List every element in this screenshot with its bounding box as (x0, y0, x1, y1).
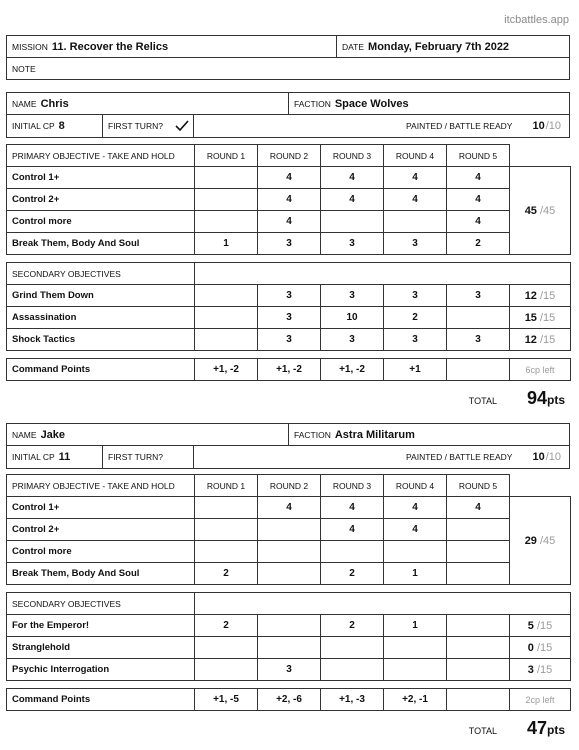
score-cell[interactable] (258, 615, 321, 637)
secondary-name: For the Emperor! (7, 615, 195, 637)
command-points-label: Command Points (7, 689, 195, 711)
secondary-total-max: /15 (540, 311, 556, 324)
primary-total-value: 29 (524, 534, 537, 547)
date-field[interactable] (337, 36, 569, 57)
objective-name: Control 2+ (7, 189, 195, 211)
score-cell[interactable] (384, 659, 447, 681)
score-cell[interactable] (195, 497, 258, 519)
score-cell[interactable] (321, 637, 384, 659)
score-cell[interactable]: 4 (384, 189, 447, 211)
round-header: ROUND 5 (447, 145, 510, 167)
player-header-2 (6, 423, 570, 469)
secondary-name: Psychic Interrogation (7, 659, 195, 681)
round-header: ROUND 1 (195, 145, 258, 167)
painted-label: PAINTED / BATTLE READY (406, 452, 513, 462)
command-points-row (7, 359, 571, 381)
primary-total (510, 497, 571, 585)
secondary-header: SECONDARY OBJECTIVES (7, 593, 195, 615)
score-cell[interactable] (195, 211, 258, 233)
mission-header (6, 35, 570, 80)
score-cell[interactable] (447, 541, 510, 563)
command-points-label: Command Points (7, 359, 195, 381)
note-label: NOTE (12, 63, 36, 74)
cp-cell[interactable]: +1, -2 (195, 359, 258, 381)
faction-label: FACTION (294, 98, 331, 109)
total-label: TOTAL (468, 726, 497, 736)
total-score-2 (469, 718, 565, 739)
player-header-1 (6, 92, 570, 138)
command-points-row (7, 689, 571, 711)
score-cell[interactable] (195, 189, 258, 211)
objective-name: Break Them, Body And Soul (7, 233, 195, 255)
cp-cell[interactable] (447, 689, 510, 711)
secondary-total-value: 12 (524, 333, 537, 346)
initial-cp-field[interactable] (7, 446, 103, 468)
score-cell[interactable]: 1 (384, 563, 447, 585)
total-label: TOTAL (468, 396, 497, 406)
first-turn-label: FIRST TURN? (108, 121, 163, 131)
blank-cell (195, 593, 571, 615)
player-name: Jake (40, 428, 66, 441)
score-cell[interactable]: 3 (384, 329, 447, 351)
checkmark-icon (175, 120, 189, 132)
faction-value: Space Wolves (334, 97, 409, 110)
table-row (7, 329, 571, 351)
total-unit: pts (547, 393, 565, 407)
faction-label: FACTION (294, 429, 331, 440)
secondary-total-value: 12 (524, 289, 537, 302)
table-row (7, 563, 571, 585)
blank-cell (510, 475, 571, 497)
score-cell[interactable]: 4 (447, 211, 510, 233)
round-header: ROUND 4 (384, 145, 447, 167)
blank-cell (510, 145, 571, 167)
round-header: ROUND 5 (447, 475, 510, 497)
primary-total-max: /45 (540, 534, 556, 547)
score-cell[interactable]: 3 (384, 233, 447, 255)
score-cell[interactable]: 3 (384, 285, 447, 307)
score-cell[interactable] (447, 615, 510, 637)
table-row (7, 519, 571, 541)
cp-cell[interactable]: +1, -5 (195, 689, 258, 711)
player-name-field[interactable] (7, 424, 289, 445)
score-cell[interactable]: 4 (447, 189, 510, 211)
score-cell[interactable] (258, 519, 321, 541)
score-cell[interactable]: 4 (321, 189, 384, 211)
cp-cell[interactable] (447, 359, 510, 381)
table-row (7, 211, 571, 233)
objective-name: Control 1+ (7, 497, 195, 519)
score-cell[interactable] (447, 307, 510, 329)
primary-table-1 (6, 144, 571, 381)
cp-left: 6cp left (510, 359, 571, 381)
cp-cell[interactable]: +2, -6 (258, 689, 321, 711)
score-cell[interactable]: 3 (258, 329, 321, 351)
score-cell[interactable]: 4 (384, 519, 447, 541)
initial-cp-value: 11 (58, 451, 71, 463)
score-cell[interactable]: 1 (384, 615, 447, 637)
primary-total (510, 167, 571, 255)
score-cell[interactable] (195, 285, 258, 307)
table-row (7, 659, 571, 681)
score-cell[interactable]: 2 (447, 233, 510, 255)
secondary-total (510, 615, 571, 637)
score-cell[interactable] (447, 637, 510, 659)
score-cell[interactable]: 10 (321, 307, 384, 329)
objective-name: Control more (7, 541, 195, 563)
round-header: ROUND 4 (384, 475, 447, 497)
player-name-field[interactable] (7, 93, 289, 114)
table-row (7, 233, 571, 255)
score-cell[interactable]: 3 (258, 659, 321, 681)
score-cell[interactable] (384, 637, 447, 659)
name-label: NAME (12, 429, 37, 440)
cp-cell[interactable]: +1, -2 (321, 359, 384, 381)
secondary-total (510, 637, 571, 659)
secondary-name: Assassination (7, 307, 195, 329)
table-row (7, 497, 571, 519)
note-field[interactable] (7, 58, 569, 79)
faction-value: Astra Militarum (334, 428, 415, 441)
table-row (7, 307, 571, 329)
painted-field[interactable] (194, 446, 569, 468)
cp-cell[interactable]: +1 (384, 359, 447, 381)
secondary-total (510, 329, 571, 351)
faction-field[interactable] (289, 93, 569, 114)
secondary-total-max: /15 (536, 641, 553, 654)
objective-name: Control more (7, 211, 195, 233)
score-cell[interactable] (195, 329, 258, 351)
score-cell[interactable] (447, 519, 510, 541)
total-unit: pts (547, 723, 565, 737)
secondary-total (510, 285, 571, 307)
score-cell[interactable]: 4 (258, 211, 321, 233)
score-cell[interactable]: 3 (321, 329, 384, 351)
score-cell[interactable]: 2 (321, 563, 384, 585)
score-cell[interactable]: 3 (447, 329, 510, 351)
score-cell[interactable] (384, 211, 447, 233)
round-header: ROUND 3 (321, 145, 384, 167)
initial-cp-field[interactable] (7, 115, 103, 137)
secondary-name: Grind Them Down (7, 285, 195, 307)
score-cell[interactable] (321, 211, 384, 233)
first-turn-field[interactable] (103, 446, 194, 468)
date-value: Monday, February 7th 2022 (368, 40, 510, 53)
score-cell[interactable] (258, 563, 321, 585)
score-cell[interactable]: 3 (258, 285, 321, 307)
secondary-total-value: 15 (524, 311, 537, 324)
score-cell[interactable]: 2 (384, 307, 447, 329)
brand-label: itcbattles.app (504, 14, 569, 26)
score-cell[interactable]: 2 (321, 615, 384, 637)
player-name: Chris (40, 97, 69, 110)
table-row (7, 637, 571, 659)
score-cell[interactable] (258, 541, 321, 563)
score-cell[interactable] (195, 659, 258, 681)
score-cell[interactable]: 4 (447, 497, 510, 519)
cp-cell[interactable]: +1, -2 (258, 359, 321, 381)
score-cell[interactable]: 4 (258, 167, 321, 189)
primary-total-max: /45 (540, 204, 556, 217)
score-cell[interactable]: 2 (195, 563, 258, 585)
secondary-total (510, 307, 571, 329)
secondary-header: SECONDARY OBJECTIVES (7, 263, 195, 285)
round-header: ROUND 2 (258, 475, 321, 497)
painted-label: PAINTED / BATTLE READY (406, 121, 513, 131)
first-turn-label: FIRST TURN? (108, 452, 163, 462)
secondary-total-value: 3 (527, 663, 534, 676)
score-cell[interactable] (195, 167, 258, 189)
score-cell[interactable]: 3 (321, 285, 384, 307)
score-cell[interactable] (447, 659, 510, 681)
round-header: ROUND 2 (258, 145, 321, 167)
painted-max: /10 (545, 120, 561, 132)
total-value: 47 (526, 718, 547, 738)
secondary-name: Stranglehold (7, 637, 195, 659)
date-label: DATE (342, 41, 365, 52)
score-cell[interactable] (195, 541, 258, 563)
blank-cell (195, 263, 571, 285)
score-cell[interactable]: 4 (321, 519, 384, 541)
secondary-total-max: /15 (536, 619, 553, 632)
table-row (7, 615, 571, 637)
score-cell[interactable]: 4 (321, 167, 384, 189)
score-cell[interactable]: 4 (447, 167, 510, 189)
cp-cell[interactable]: +1, -3 (321, 689, 384, 711)
score-cell[interactable]: 4 (258, 497, 321, 519)
initial-cp-label: INITIAL CP (12, 452, 55, 462)
score-cell[interactable]: 4 (258, 189, 321, 211)
secondary-total (510, 659, 571, 681)
cp-left: 2cp left (510, 689, 571, 711)
secondary-total-value: 5 (527, 619, 534, 632)
mission-value: 11. Recover the Relics (51, 40, 169, 53)
painted-score: 10 (532, 120, 545, 132)
table-row (7, 541, 571, 563)
secondary-name: Shock Tactics (7, 329, 195, 351)
painted-max: /10 (545, 451, 561, 463)
score-cell[interactable]: 4 (321, 497, 384, 519)
objective-name: Control 2+ (7, 519, 195, 541)
score-cell[interactable] (195, 637, 258, 659)
score-cell[interactable]: 3 (447, 285, 510, 307)
secondary-total-value: 0 (527, 641, 534, 654)
secondary-total-max: /15 (540, 333, 556, 346)
score-cell[interactable]: 2 (195, 615, 258, 637)
objective-name: Control 1+ (7, 167, 195, 189)
score-cell[interactable]: 1 (195, 233, 258, 255)
score-cell[interactable]: 3 (321, 233, 384, 255)
total-score-1 (469, 388, 565, 409)
first-turn-field[interactable] (103, 115, 194, 137)
score-cell[interactable] (447, 563, 510, 585)
primary-table-2 (6, 474, 571, 711)
cp-cell[interactable]: +2, -1 (384, 689, 447, 711)
score-cell[interactable]: 4 (384, 167, 447, 189)
score-cell[interactable] (321, 541, 384, 563)
primary-total-value: 45 (524, 204, 537, 217)
secondary-total-max: /15 (536, 663, 553, 676)
score-cell[interactable] (195, 307, 258, 329)
table-row (7, 189, 571, 211)
score-cell[interactable]: 3 (258, 233, 321, 255)
round-header: ROUND 3 (321, 475, 384, 497)
score-cell[interactable]: 3 (258, 307, 321, 329)
primary-header: PRIMARY OBJECTIVE - TAKE AND HOLD (7, 475, 195, 497)
mission-label: MISSION (12, 41, 48, 52)
score-cell[interactable] (384, 541, 447, 563)
initial-cp-value: 8 (58, 120, 65, 132)
total-value: 94 (526, 388, 547, 408)
faction-field[interactable] (289, 424, 569, 445)
table-row (7, 285, 571, 307)
mission-field[interactable] (7, 36, 337, 57)
score-cell[interactable] (195, 519, 258, 541)
secondary-total-max: /15 (540, 289, 556, 302)
score-cell[interactable] (321, 659, 384, 681)
painted-score: 10 (532, 451, 545, 463)
primary-header: PRIMARY OBJECTIVE - TAKE AND HOLD (7, 145, 195, 167)
initial-cp-label: INITIAL CP (12, 121, 55, 131)
name-label: NAME (12, 98, 37, 109)
round-header: ROUND 1 (195, 475, 258, 497)
painted-field[interactable] (194, 115, 569, 137)
objective-name: Break Them, Body And Soul (7, 563, 195, 585)
score-cell[interactable] (258, 637, 321, 659)
table-row (7, 167, 571, 189)
score-cell[interactable]: 4 (384, 497, 447, 519)
